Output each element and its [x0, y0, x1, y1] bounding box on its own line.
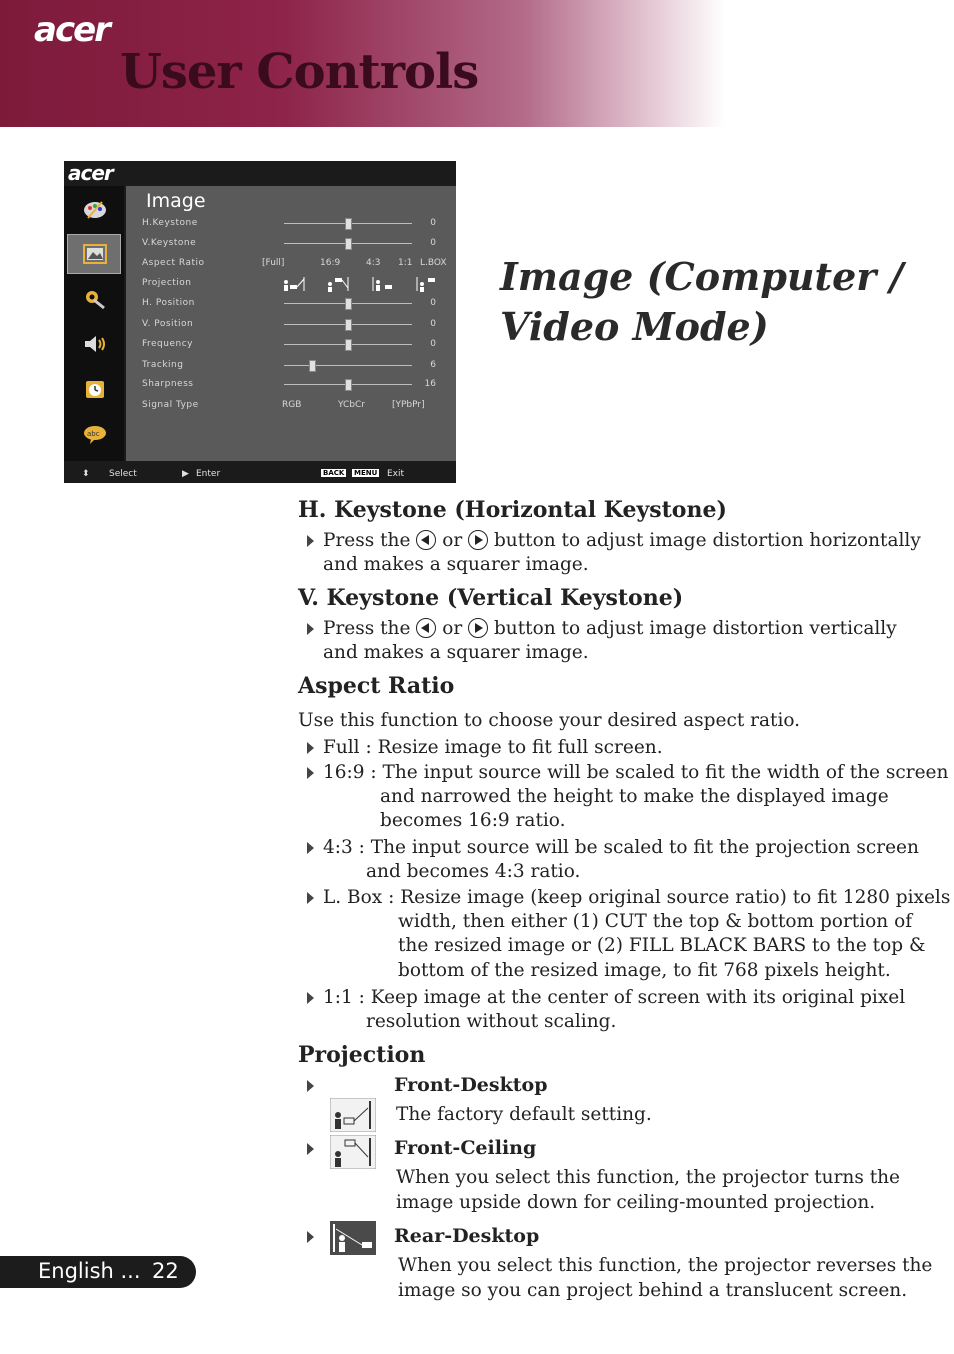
- rear-desktop-label: Rear-Desktop: [394, 1225, 540, 1247]
- v-keystone-line2: and makes a squarer image.: [323, 642, 589, 663]
- osd-row-label: H. Position: [142, 298, 195, 308]
- aspect-full: Full : Resize image to fit full screen.: [323, 737, 663, 758]
- aspect-16-9-line1: 16:9 : The input source will be scaled to fit the width of the screen: [323, 762, 949, 783]
- osd-row-value: 0: [430, 319, 436, 329]
- osd-row-value: 0: [430, 218, 436, 228]
- osd-slider-knob: [345, 238, 352, 250]
- osd-menu-key: MENU: [354, 469, 378, 477]
- aspect-16-9-line2: and narrowed the height to make the displayed image: [380, 786, 889, 807]
- page-title: User Controls: [120, 44, 479, 100]
- osd-row-frequency: [142, 337, 454, 353]
- osd-slider-knob: [345, 218, 352, 230]
- text: button to adjust image distortion vertically: [493, 618, 897, 639]
- right-arrow-button-icon: [468, 530, 488, 550]
- aspect-4-3-line1: 4:3 : The input source will be scaled to fit the projection screen: [323, 837, 919, 858]
- osd-slider-knob: [345, 298, 352, 310]
- osd-enter-icon: ▶: [182, 469, 189, 479]
- color-palette-icon: [80, 196, 110, 222]
- gear-icon: [80, 286, 110, 312]
- aspect-1-1-line2: resolution without scaling.: [366, 1011, 617, 1032]
- osd-aspect-option: 1:1: [398, 258, 413, 268]
- aspect-16-9-line3: becomes 16:9 ratio.: [380, 810, 566, 831]
- bullet-arrow-icon: [307, 842, 314, 854]
- front-ceiling-desc-2: image upside down for ceiling-mounted projection.: [396, 1192, 876, 1213]
- osd-image-panel: [126, 186, 456, 461]
- left-arrow-button-icon: [416, 618, 436, 638]
- osd-row-label: V.Keystone: [142, 238, 197, 248]
- osd-row-h-position: [142, 296, 454, 312]
- osd-row-label: Aspect Ratio: [142, 258, 205, 268]
- projection-heading: Projection: [298, 1042, 426, 1068]
- v-keystone-line1: [323, 617, 897, 641]
- osd-row-projection: [142, 276, 454, 292]
- h-keystone-heading: H. Keystone (Horizontal Keystone): [298, 497, 727, 523]
- rear-desktop-mini-icon: [370, 276, 394, 292]
- osd-row-h-keystone: [142, 216, 454, 232]
- h-keystone-line1: [323, 529, 921, 553]
- aspect-4-3-line2: and becomes 4:3 ratio.: [366, 861, 581, 882]
- right-arrow-button-icon: [468, 618, 488, 638]
- osd-row-value: 0: [430, 238, 436, 248]
- v-keystone-heading: V. Keystone (Vertical Keystone): [298, 585, 684, 611]
- section-title: Image (Computer / Video Mode): [500, 254, 904, 349]
- osd-row-aspect-ratio: [142, 256, 454, 272]
- osd-row-value: 0: [430, 298, 436, 308]
- page-footer-tab: [0, 1256, 196, 1288]
- front-desktop-icon: [330, 1098, 376, 1132]
- osd-acer-logo: acer: [68, 161, 113, 185]
- text: Press the: [323, 530, 411, 551]
- bullet-arrow-icon: [307, 535, 314, 547]
- osd-row-label: V. Position: [142, 319, 194, 329]
- osd-aspect-option: L.BOX: [420, 258, 447, 268]
- aspect-lbox-line3: the resized image or (2) FILL BLACK BARS to the top &: [398, 935, 926, 956]
- osd-row-v-position: [142, 317, 454, 333]
- language-label: English ...: [38, 1259, 141, 1283]
- text: Press the: [323, 618, 411, 639]
- aspect-1-1-line1: 1:1 : Keep image at the center of screen with its original pixel: [323, 987, 906, 1008]
- text: or: [442, 618, 463, 639]
- aspect-lbox-line1: L. Box : Resize image (keep original source ratio) to fit 1280 pixels: [323, 887, 951, 908]
- osd-sidebar: [64, 186, 124, 461]
- osd-signal-option: RGB: [282, 400, 302, 410]
- osd-row-value: 0: [430, 339, 436, 349]
- timer-icon: [80, 376, 110, 402]
- osd-aspect-option: [Full]: [262, 258, 285, 268]
- osd-row-label: Projection: [142, 278, 192, 288]
- page-number: 22: [152, 1259, 179, 1283]
- image-icon: [80, 241, 110, 267]
- front-desktop-desc: The factory default setting.: [396, 1104, 652, 1125]
- front-ceiling-label: Front-Ceiling: [394, 1137, 537, 1159]
- svg-text:abc: abc: [87, 430, 100, 438]
- bullet-arrow-icon: [307, 1080, 314, 1092]
- osd-row-value: 6: [430, 360, 436, 370]
- osd-exit-label: Exit: [387, 469, 405, 479]
- osd-slider-knob: [345, 379, 352, 391]
- aspect-lbox-line4: bottom of the resized image, to fit 768 pixels height.: [398, 960, 891, 981]
- bullet-arrow-icon: [307, 623, 314, 635]
- rear-desktop-icon: [330, 1221, 376, 1255]
- osd-row-tracking: [142, 358, 454, 374]
- language-icon: [80, 421, 110, 447]
- osd-row-sharpness: [142, 377, 454, 393]
- h-keystone-line2: and makes a squarer image.: [323, 554, 589, 575]
- osd-back-key: BACK: [323, 469, 345, 477]
- speaker-icon: [80, 331, 110, 357]
- osd-row-value: 16: [424, 379, 436, 389]
- bullet-arrow-icon: [307, 892, 314, 904]
- front-desktop-label: Front-Desktop: [394, 1074, 548, 1096]
- rear-ceiling-mini-icon: [414, 276, 438, 292]
- bullet-arrow-icon: [307, 767, 314, 779]
- osd-row-label: H.Keystone: [142, 218, 198, 228]
- osd-row-label: Frequency: [142, 339, 193, 349]
- osd-enter-label: Enter: [196, 469, 221, 479]
- osd-aspect-option: 4:3: [366, 258, 381, 268]
- bullet-arrow-icon: [307, 992, 314, 1004]
- front-desktop-mini-icon: [282, 276, 306, 292]
- front-ceiling-mini-icon: [326, 276, 350, 292]
- osd-row-signal-type: [142, 398, 454, 414]
- osd-aspect-option: 16:9: [320, 258, 341, 268]
- rear-desktop-desc-1: When you select this function, the projector reverses the: [398, 1255, 933, 1276]
- osd-slider-knob: [345, 319, 352, 331]
- osd-select-label: Select: [109, 469, 137, 479]
- aspect-intro: Use this function to choose your desired aspect ratio.: [298, 710, 801, 731]
- osd-slider-knob: [345, 339, 352, 351]
- front-ceiling-icon: [330, 1135, 376, 1169]
- front-ceiling-desc-1: When you select this function, the projector turns the: [396, 1167, 901, 1188]
- osd-updown-icon: ⬍: [82, 469, 90, 479]
- text: or: [442, 530, 463, 551]
- osd-slider-track: [284, 365, 412, 366]
- osd-menu-screenshot: [64, 161, 456, 483]
- osd-row-label: Tracking: [142, 360, 184, 370]
- osd-row-label: Signal Type: [142, 400, 199, 410]
- bullet-arrow-icon: [307, 1231, 314, 1243]
- osd-footer: [64, 463, 456, 483]
- osd-signal-option: YCbCr: [338, 400, 365, 410]
- osd-slider-knob: [309, 360, 316, 372]
- osd-title: Image: [146, 190, 206, 212]
- aspect-ratio-heading: Aspect Ratio: [298, 673, 455, 699]
- bullet-arrow-icon: [307, 1143, 314, 1155]
- aspect-lbox-line2: width, then either (1) CUT the top & bottom portion of: [398, 911, 913, 932]
- osd-signal-option: [YPbPr]: [392, 400, 425, 410]
- osd-row-v-keystone: [142, 236, 454, 252]
- header-band: [0, 0, 954, 127]
- left-arrow-button-icon: [416, 530, 436, 550]
- rear-desktop-desc-2: image so you can project behind a translucent screen.: [398, 1280, 908, 1301]
- osd-row-label: Sharpness: [142, 379, 194, 389]
- text: button to adjust image distortion horizontally: [493, 530, 921, 551]
- bullet-arrow-icon: [307, 742, 314, 754]
- acer-logo: acer: [34, 10, 109, 50]
